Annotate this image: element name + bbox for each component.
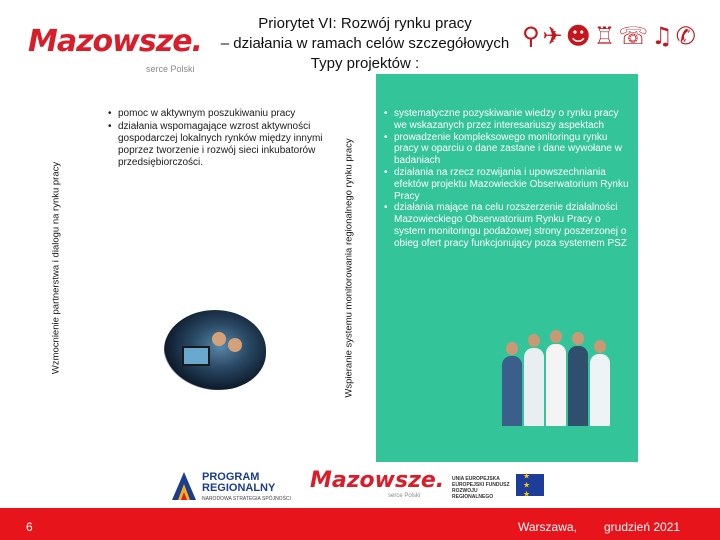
- footer-city: Warszawa,: [518, 520, 577, 534]
- program-regionalny-logo: [202, 472, 275, 494]
- person-shape: [590, 354, 610, 426]
- list-item: • działania wspomagające wzrost aktywności gospodarczej lokalnych rynków między innymi poprzez tworzenie i rozwój sieci inkubatorów przedsiębiorczości.: [108, 121, 328, 169]
- mazowsze-footer-tagline: serce Polski: [388, 493, 421, 499]
- logo-wordmark: Mazowsze.: [28, 24, 202, 59]
- program-regionalny-icon: [170, 470, 198, 502]
- office-workers-photo: [164, 310, 266, 390]
- medical-staff-photo: [496, 318, 616, 426]
- logo-tagline: serce Polski: [146, 64, 195, 74]
- program-line-1: PROGRAM: [202, 471, 260, 483]
- person-shape: [524, 348, 544, 426]
- list-item: • prowadzenie kompleksowego monitoringu rynku pracy w oparciu o dane zastane i dane wywołane w badaniach: [384, 132, 634, 167]
- mazowsze-footer-logo: Mazowsze.: [310, 468, 445, 493]
- page-number: 6: [26, 520, 33, 534]
- eu-flag-icon: [516, 471, 544, 499]
- right-section-label: [334, 74, 364, 462]
- right-bullet-list: [384, 108, 634, 250]
- slide-title: [200, 14, 530, 74]
- eu-fund-text: UNIA EUROPEJSKA EUROPEJSKI FUNDUSZ ROZWOJU REGIONALNEGO: [452, 476, 510, 500]
- person-shape: [568, 346, 588, 426]
- left-section-label: [44, 74, 68, 462]
- title-line-2: – działania w ramach celów szczegółowych: [220, 35, 510, 52]
- person-shape: [212, 332, 226, 346]
- monitor-shape: [182, 346, 210, 366]
- list-item: • działania na rzecz rozwijania i upowszechniania efektów projektu Mazowieckie Obserwatorium Rynku Pracy: [384, 167, 634, 202]
- footer-date: grudzień 2021: [604, 520, 681, 534]
- title-line-3: Typy projektów :: [310, 55, 420, 72]
- left-content-panel: [98, 74, 332, 462]
- decorative-pictogram-icons: ⚲✈☻♖☏♫✆: [522, 22, 699, 50]
- title-line-1: Priorytet VI: Rozwój rynku pracy: [258, 15, 472, 32]
- mazowsze-logo: [28, 20, 228, 80]
- list-item: • pomoc w aktywnym poszukiwaniu pracy: [108, 108, 328, 120]
- person-shape: [502, 356, 522, 426]
- list-item: • działania mające na celu rozszerzenie działalności Mazowieckiego Obserwatorium Rynku Pracy o system monitoringu podażowej strony poszerzonej o obieg ofert pracy funkcjonujący poza systemem PSZ: [384, 202, 634, 249]
- left-section-label-text: Wzmocnienie partnerstwa i dialogu na rynku pracy: [50, 161, 62, 375]
- left-bullet-list: [108, 108, 328, 170]
- program-line-2: REGIONALNY: [202, 482, 276, 494]
- eu-stars: ★ ★ ★: [523, 471, 531, 499]
- right-section-label-text: Wspieranie systemu monitorowania regionalnego rynku pracy: [343, 138, 355, 398]
- footer-logo-strip: [170, 466, 550, 506]
- person-shape: [228, 338, 242, 352]
- person-shape: [546, 344, 566, 426]
- list-item: • systematyczne pozyskiwanie wiedzy o rynku pracy we wskazanych przez interesariuszy aspektach: [384, 108, 634, 132]
- program-subtitle: NARODOWA STRATEGIA SPÓJNOŚCI: [202, 496, 291, 502]
